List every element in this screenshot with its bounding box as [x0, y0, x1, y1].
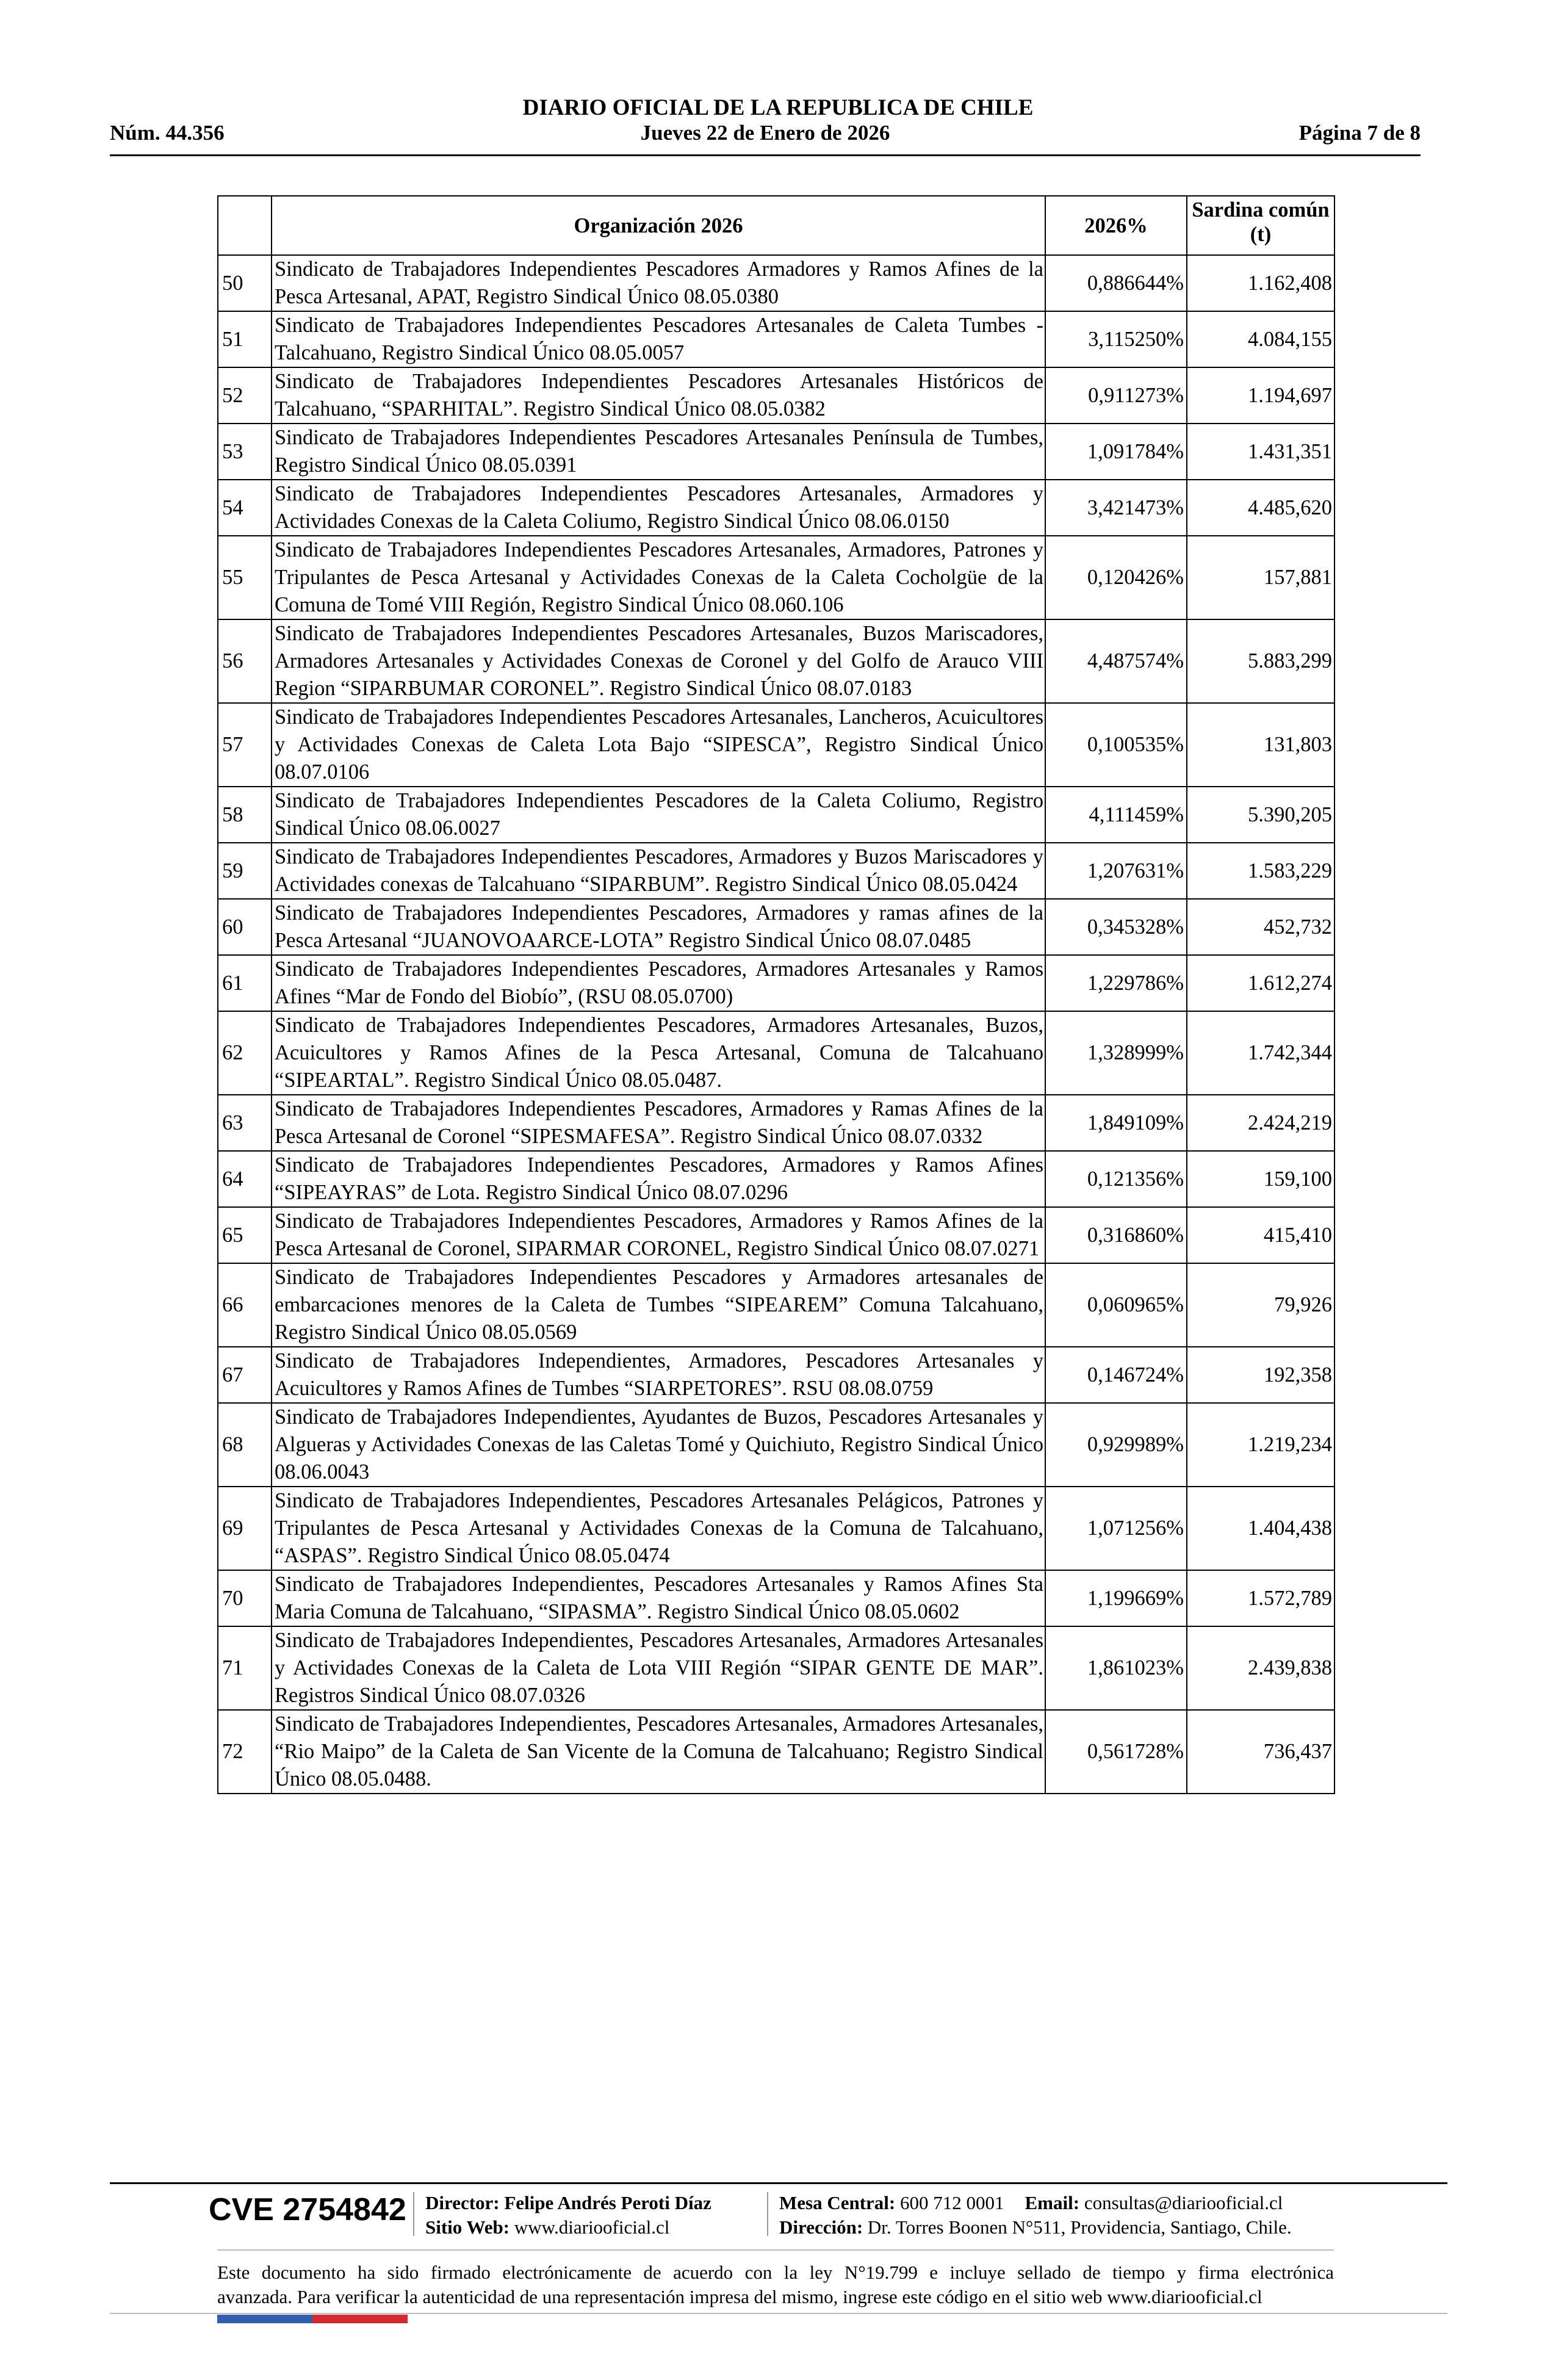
phone-label: Mesa Central:	[779, 2192, 896, 2213]
table-row	[218, 703, 1334, 787]
row-number: 59	[218, 843, 272, 899]
organization-name: Sindicato de Trabajadores Independientes Pescadores Artesanales de Caleta Tumbes - Talcahuano, Registro Sindical Único 08.05.0057	[272, 311, 1045, 367]
footer-contact-block	[779, 2191, 1292, 2240]
table-row	[218, 1263, 1334, 1347]
organization-name: Sindicato de Trabajadores Independientes Pescadores Artesanales, Armadores, Patrones y Tripulantes de Pesca Artesanal y Actividades Conexas de la Caleta Cocholgüe de la Comuna de Tomé VIII Región, Registro Sindical Único 08.060.106	[272, 536, 1045, 619]
percent-value: 1,861023%	[1045, 1626, 1187, 1710]
sardina-tonnage: 4.485,620	[1187, 480, 1334, 536]
row-number: 54	[218, 480, 272, 536]
table-row	[218, 480, 1334, 536]
organization-name: Sindicato de Trabajadores Independientes Pescadores y Armadores artesanales de embarcaciones menores de la Caleta de Tumbes “SIPEAREM” Comuna Talcahuano, Registro Sindical Único 08.05.0569	[272, 1263, 1045, 1347]
organization-name: Sindicato de Trabajadores Independientes, Pescadores Artesanales, Armadores Artesanales y Actividades Conexas de la Caleta de Lota VIII Región “SIPAR GENTE DE MAR”. Registros Sindical Único 08.07.0326	[272, 1626, 1045, 1710]
organization-name: Sindicato de Trabajadores Independientes Pescadores, Armadores y Ramos Afines de la Pesca Artesanal de Coronel, SIPARMAR CORONEL, Registro Sindical Único 08.07.0271	[272, 1207, 1045, 1263]
issue-date: Jueves 22 de Enero de 2026	[640, 121, 890, 145]
row-number: 65	[218, 1207, 272, 1263]
percent-value: 0,060965%	[1045, 1263, 1187, 1347]
website-line	[425, 2215, 711, 2240]
organization-name: Sindicato de Trabajadores Independientes, Pescadores Artesanales, Armadores Artesanales, “Rio Maipo” de la Caleta de San Vicente de la Comuna de Talcahuano; Registro Sindical Único 08.05.0488.	[272, 1710, 1045, 1794]
table-row	[218, 255, 1334, 311]
row-number: 56	[218, 619, 272, 703]
percent-value: 3,115250%	[1045, 311, 1187, 367]
percent-value: 1,849109%	[1045, 1095, 1187, 1151]
footer-divider-bottom	[110, 2313, 1447, 2314]
organization-name: Sindicato de Trabajadores Independientes Pescadores Artesanales Históricos de Talcahuano, “SPARHITAL”. Registro Sindical Único 08.05.0382	[272, 367, 1045, 424]
table-row	[218, 1011, 1334, 1095]
percent-value: 1,199669%	[1045, 1570, 1187, 1626]
table-row	[218, 1626, 1334, 1710]
row-number: 55	[218, 536, 272, 619]
table-row	[218, 955, 1334, 1011]
sardina-tonnage: 1.431,351	[1187, 424, 1334, 480]
table-row	[218, 843, 1334, 899]
percent-value: 1,229786%	[1045, 955, 1187, 1011]
sardina-tonnage: 736,437	[1187, 1710, 1334, 1794]
row-number: 50	[218, 255, 272, 311]
sardina-tonnage: 1.194,697	[1187, 367, 1334, 424]
legal-notice	[217, 2260, 1334, 2309]
table-row	[218, 1347, 1334, 1403]
column-header-sardina	[1187, 196, 1334, 255]
row-number: 68	[218, 1403, 272, 1487]
sardina-tonnage: 1.583,229	[1187, 843, 1334, 899]
issue-number: Núm. 44.356	[110, 121, 225, 145]
percent-value: 0,120426%	[1045, 536, 1187, 619]
header-row	[110, 121, 1421, 151]
director-name: Felipe Andrés Peroti Díaz	[504, 2192, 711, 2213]
website-label: Sitio Web:	[425, 2216, 510, 2238]
legal-notice-line1: Este documento ha sido firmado electrónicamente de acuerdo con la ley N°19.799 e incluye sellado de tiempo y firma electrónica	[217, 2262, 1334, 2283]
organization-name: Sindicato de Trabajadores Independientes Pescadores, Armadores Artesanales, Buzos, Acuicultores y Ramos Afines de la Pesca Artesanal, Comuna de Talcahuano “SIPEARTAL”. Registro Sindical Único 08.05.0487.	[272, 1011, 1045, 1095]
email-link[interactable]: consultas@diariooficial.cl	[1084, 2192, 1283, 2213]
sardina-tonnage: 192,358	[1187, 1347, 1334, 1403]
organization-name: Sindicato de Trabajadores Independientes Pescadores Artesanales, Buzos Mariscadores, Armadores Artesanales y Actividades Conexas de Coronel y del Golfo de Arauco VIII Region “SIPARBUMAR CORONEL”. Registro Sindical Único 08.07.0183	[272, 619, 1045, 703]
row-number: 64	[218, 1151, 272, 1207]
header-divider	[110, 154, 1421, 156]
organization-name: Sindicato de Trabajadores Independientes Pescadores Artesanales Península de Tumbes, Registro Sindical Único 08.05.0391	[272, 424, 1045, 480]
footer-separator	[413, 2192, 414, 2236]
percent-value: 0,121356%	[1045, 1151, 1187, 1207]
website-link[interactable]: www.diariooficial.cl	[514, 2216, 670, 2238]
row-number: 71	[218, 1626, 272, 1710]
table-row	[218, 1151, 1334, 1207]
row-number: 63	[218, 1095, 272, 1151]
row-number: 67	[218, 1347, 272, 1403]
row-number: 66	[218, 1263, 272, 1347]
row-number: 70	[218, 1570, 272, 1626]
sardina-tonnage: 1.742,344	[1187, 1011, 1334, 1095]
organization-name: Sindicato de Trabajadores Independientes Pescadores, Armadores Artesanales y Ramos Afines “Mar de Fondo del Biobío”, (RSU 08.05.0700)	[272, 955, 1045, 1011]
table-row	[218, 1487, 1334, 1570]
sardina-tonnage: 1.404,438	[1187, 1487, 1334, 1570]
column-header-percent: 2026%	[1045, 196, 1187, 255]
footer-director-block	[425, 2191, 711, 2240]
percent-value: 0,561728%	[1045, 1710, 1187, 1794]
column-header-number	[218, 196, 272, 255]
email-label: Email:	[1025, 2192, 1080, 2213]
sardina-tonnage: 159,100	[1187, 1151, 1334, 1207]
percent-value: 0,911273%	[1045, 367, 1187, 424]
sardina-tonnage: 5.390,205	[1187, 787, 1334, 843]
flag-stripe	[217, 2315, 408, 2323]
page-indicator: Página 7 de 8	[1298, 121, 1421, 145]
sardina-header-line2: (t)	[1250, 223, 1272, 246]
percent-value: 0,100535%	[1045, 703, 1187, 787]
director-line	[425, 2191, 711, 2215]
flag-stripe-red	[312, 2315, 408, 2323]
organization-name: Sindicato de Trabajadores Independientes Pescadores Artesanales, Lancheros, Acuicultores y Actividades Conexas de Caleta Lota Bajo “SIPESCA”, Registro Sindical Único 08.07.0106	[272, 703, 1045, 787]
organization-name: Sindicato de Trabajadores Independientes, Ayudantes de Buzos, Pescadores Artesanales y Algueras y Actividades Conexas de las Caletas Tomé y Quichiuto, Registro Sindical Único 08.06.0043	[272, 1403, 1045, 1487]
table-row	[218, 311, 1334, 367]
organization-name: Sindicato de Trabajadores Independientes Pescadores, Armadores y Ramas Afines de la Pesca Artesanal de Coronel “SIPESMAFESA”. Registro Sindical Único 08.07.0332	[272, 1095, 1045, 1151]
organization-name: Sindicato de Trabajadores Independientes Pescadores, Armadores y ramas afines de la Pesca Artesanal “JUANOVOAARCE-LOTA” Registro Sindical Único 08.07.0485	[272, 899, 1045, 955]
row-number: 60	[218, 899, 272, 955]
sardina-tonnage: 415,410	[1187, 1207, 1334, 1263]
sardina-tonnage: 4.084,155	[1187, 311, 1334, 367]
percent-value: 0,929989%	[1045, 1403, 1187, 1487]
flag-stripe-blue	[217, 2315, 312, 2323]
table-body	[218, 255, 1334, 1794]
percent-value: 0,345328%	[1045, 899, 1187, 955]
sardina-tonnage: 2.424,219	[1187, 1095, 1334, 1151]
address-label: Dirección:	[779, 2216, 863, 2238]
row-number: 69	[218, 1487, 272, 1570]
row-number: 61	[218, 955, 272, 1011]
organization-name: Sindicato de Trabajadores Independientes, Pescadores Artesanales Pelágicos, Patrones y Tripulantes de Pesca Artesanal y Actividades Conexas de la Comuna de Talcahuano, “ASPAS”. Registro Sindical Único 08.05.0474	[272, 1487, 1045, 1570]
percent-value: 4,487574%	[1045, 619, 1187, 703]
sardina-tonnage: 1.219,234	[1187, 1403, 1334, 1487]
organization-name: Sindicato de Trabajadores Independientes Pescadores, Armadores y Ramos Afines “SIPEAYRAS” de Lota. Registro Sindical Único 08.07.0296	[272, 1151, 1045, 1207]
organization-name: Sindicato de Trabajadores Independientes, Armadores, Pescadores Artesanales y Acuicultores y Ramos Afines de Tumbes “SIARPETORES”. RSU 08.08.0759	[272, 1347, 1045, 1403]
percent-value: 1,091784%	[1045, 424, 1187, 480]
percent-value: 0,146724%	[1045, 1347, 1187, 1403]
percent-value: 1,207631%	[1045, 843, 1187, 899]
organizations-table	[217, 195, 1335, 1794]
organization-name: Sindicato de Trabajadores Independientes Pescadores de la Caleta Coliumo, Registro Sindical Único 08.06.0027	[272, 787, 1045, 843]
sardina-tonnage: 1.572,789	[1187, 1570, 1334, 1626]
phone-value: 600 712 0001	[900, 2192, 1004, 2213]
row-number: 51	[218, 311, 272, 367]
footer-divider-top	[110, 2182, 1447, 2184]
percent-value: 1,071256%	[1045, 1487, 1187, 1570]
row-number: 53	[218, 424, 272, 480]
row-number: 57	[218, 703, 272, 787]
organization-name: Sindicato de Trabajadores Independientes Pescadores Armadores y Ramos Afines de la Pesca Artesanal, APAT, Registro Sindical Único 08.05.0380	[272, 255, 1045, 311]
percent-value: 0,316860%	[1045, 1207, 1187, 1263]
table-row	[218, 787, 1334, 843]
sardina-tonnage: 1.162,408	[1187, 255, 1334, 311]
organization-name: Sindicato de Trabajadores Independientes Pescadores, Armadores y Buzos Mariscadores y Actividades conexas de Talcahuano “SIPARBUM”. Registro Sindical Único 08.05.0424	[272, 843, 1045, 899]
table-row	[218, 424, 1334, 480]
row-number: 72	[218, 1710, 272, 1794]
table-row	[218, 367, 1334, 424]
organization-name: Sindicato de Trabajadores Independientes Pescadores Artesanales, Armadores y Actividades Conexas de la Caleta Coliumo, Registro Sindical Único 08.06.0150	[272, 480, 1045, 536]
table-row	[218, 1207, 1334, 1263]
table-row	[218, 1710, 1334, 1794]
table-row	[218, 1403, 1334, 1487]
row-number: 58	[218, 787, 272, 843]
column-header-organization: Organización 2026	[272, 196, 1045, 255]
address-value: Dr. Torres Boonen N°511, Providencia, Santiago, Chile.	[867, 2216, 1292, 2238]
table-row	[218, 536, 1334, 619]
table-row	[218, 1095, 1334, 1151]
row-number: 52	[218, 367, 272, 424]
contact-line	[779, 2191, 1292, 2215]
footer-separator	[767, 2192, 768, 2236]
sardina-tonnage: 5.883,299	[1187, 619, 1334, 703]
organization-name: Sindicato de Trabajadores Independientes, Pescadores Artesanales y Ramos Afines Sta Maria Comuna de Talcahuano, “SIPASMA”. Registro Sindical Único 08.05.0602	[272, 1570, 1045, 1626]
table-row	[218, 899, 1334, 955]
sardina-tonnage: 1.612,274	[1187, 955, 1334, 1011]
sardina-tonnage: 131,803	[1187, 703, 1334, 787]
newspaper-title: DIARIO OFICIAL DE LA REPUBLICA DE CHILE	[522, 95, 1034, 120]
percent-value: 0,886644%	[1045, 255, 1187, 311]
sardina-header-line1: Sardina común	[1192, 198, 1330, 222]
table-row	[218, 1570, 1334, 1626]
sardina-tonnage: 79,926	[1187, 1263, 1334, 1347]
percent-value: 4,111459%	[1045, 787, 1187, 843]
table-row	[218, 619, 1334, 703]
legal-notice-line2: avanzada. Para verificar la autenticidad de una representación impresa del mismo, ingrese este código en el sitio web www.diariooficial.cl	[217, 2286, 1262, 2307]
table-header-row	[218, 196, 1334, 255]
sardina-tonnage: 157,881	[1187, 536, 1334, 619]
sardina-tonnage: 452,732	[1187, 899, 1334, 955]
director-label: Director:	[425, 2192, 500, 2213]
percent-value: 1,328999%	[1045, 1011, 1187, 1095]
address-line	[779, 2215, 1292, 2240]
footer-divider-middle	[217, 2249, 1334, 2251]
row-number: 62	[218, 1011, 272, 1095]
percent-value: 3,421473%	[1045, 480, 1187, 536]
cve-code: CVE 2754842	[209, 2192, 406, 2227]
sardina-tonnage: 2.439,838	[1187, 1626, 1334, 1710]
